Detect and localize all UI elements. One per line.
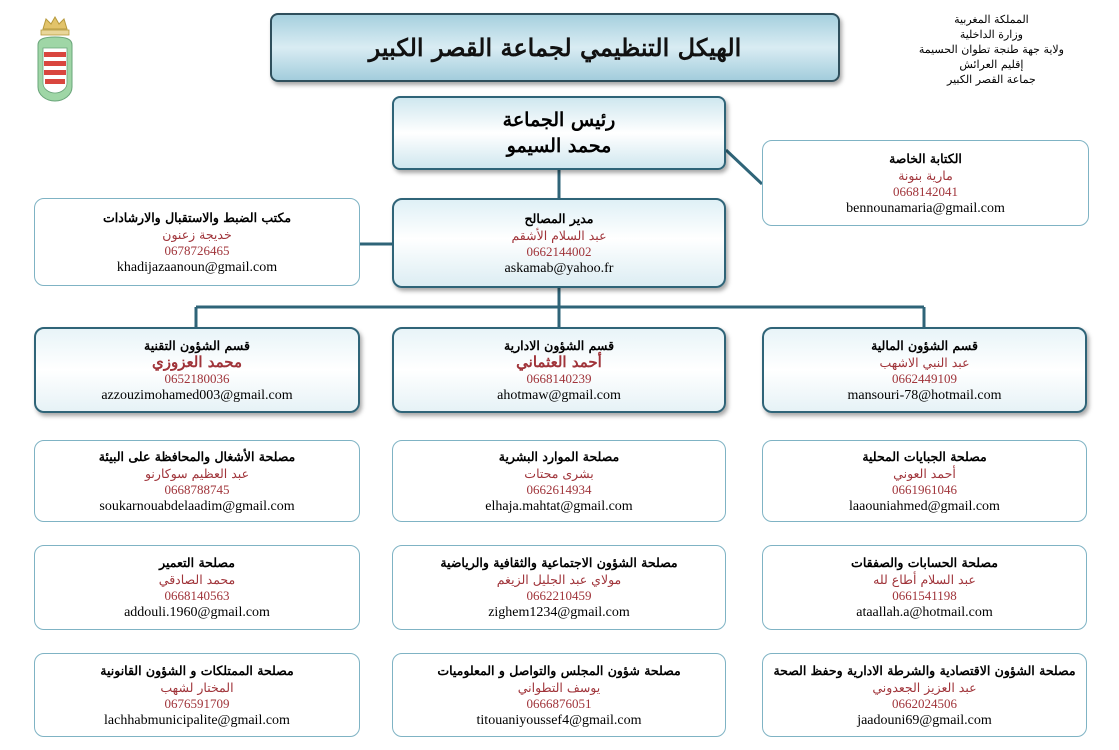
box-email: laaouniahmed@gmail.com — [849, 498, 1000, 514]
chart-title: الهيكل التنظيمي لجماعة القصر الكبير — [368, 33, 742, 62]
box-phone: 0652180036 — [164, 370, 230, 386]
box-title: قسم الشؤون التقنية — [144, 337, 250, 353]
administrative-header — [919, 12, 1064, 87]
box-email: khadijazaanoun@gmail.com — [116, 259, 278, 275]
box-name: عبد العزيز الجعدوني — [872, 679, 977, 695]
box-name: بشرى محتات — [524, 465, 594, 481]
box-name: أحمد العوني — [893, 465, 956, 481]
box-title: مدير المصالح — [524, 210, 594, 226]
box-title: مصلحة الجبايات المحلية — [862, 448, 987, 464]
private-secretariat-box — [762, 140, 1089, 226]
box-phone: 0666876051 — [526, 695, 592, 711]
box-phone: 0676591709 — [164, 695, 230, 711]
service-economic-police-health-box — [762, 653, 1087, 737]
president-box — [392, 96, 726, 170]
box-name: محمد العزوزي — [152, 352, 242, 371]
box-email: ataallah.a@hotmail.com — [856, 605, 993, 620]
box-name: عبد العظيم سوكارنو — [144, 465, 250, 481]
box-name: عبد السلام الأشقم — [511, 227, 607, 243]
service-property-legal-box — [34, 653, 360, 737]
admin-line-province: إقليم العرائش — [959, 58, 1024, 71]
box-phone: 0662210459 — [526, 588, 592, 603]
service-council-communication-it-box — [392, 653, 726, 737]
admin-line-region: ولاية جهة طنجة تطوان الحسيمة — [918, 43, 1064, 56]
box-phone: 0662449109 — [892, 370, 957, 386]
box-email: askamab@yahoo.fr — [504, 260, 614, 276]
box-name: عبد السلام أطاع لله — [873, 572, 976, 587]
box-title: قسم الشؤون الادارية — [503, 337, 615, 353]
service-accounts-procurement-box — [762, 545, 1087, 630]
box-phone: 0662024506 — [892, 695, 957, 711]
box-name: خديجة زعنون — [162, 226, 232, 242]
box-phone: 0668788745 — [164, 481, 230, 497]
service-urbanism-box — [34, 545, 360, 630]
box-name: مولاي عبد الجليل الزيغم — [496, 572, 622, 587]
service-human-resources-box — [392, 440, 726, 522]
box-email: jaadouni69@gmail.com — [857, 712, 992, 728]
service-works-environment-box — [34, 440, 360, 522]
box-phone: 0662144002 — [526, 243, 592, 259]
box-name: أحمد العثماني — [516, 352, 602, 371]
box-phone: 0662614934 — [526, 481, 592, 497]
president-title: رئيس الجماعة — [502, 109, 616, 131]
box-email: titouaniyoussef4@gmail.com — [476, 712, 642, 728]
connector-president-secretariat — [726, 150, 762, 184]
box-email: azzouzimohamed003@gmail.com — [101, 387, 293, 403]
box-title: مصلحة الشؤون الاجتماعية والثقافية والرياضية — [440, 555, 678, 570]
service-social-cultural-sports-box — [392, 545, 726, 630]
president-name: محمد السيمو — [506, 135, 612, 157]
box-email: bennounamaria@gmail.com — [846, 200, 1005, 216]
box-name: يوسف التطواني — [517, 679, 601, 695]
box-title: مكتب الضبط والاستقبال والارشادات — [102, 209, 292, 225]
box-email: elhaja.mahtat@gmail.com — [485, 498, 633, 514]
box-phone: 0661541198 — [892, 588, 957, 603]
box-email: addouli.1960@gmail.com — [124, 605, 270, 620]
services-director-box — [392, 198, 726, 288]
box-title: مصلحة التعمير — [159, 555, 235, 570]
reception-office-box — [34, 198, 360, 286]
box-email: mansouri-78@hotmail.com — [847, 387, 1002, 403]
box-name: عبد النبي الاشهب — [879, 354, 970, 370]
chart-title-banner — [270, 13, 840, 82]
admin-line-kingdom: المملكة المغربية — [954, 13, 1029, 26]
box-title: قسم الشؤون المالية — [871, 337, 978, 353]
box-phone: 0661961046 — [892, 481, 957, 497]
box-title: مصلحة الممتلكات و الشؤون القانونية — [100, 662, 294, 678]
box-name: مارية بنونة — [898, 167, 953, 183]
box-phone: 0668142041 — [893, 183, 958, 199]
service-local-taxes-box — [762, 440, 1087, 522]
admin-line-commune: جماعة القصر الكبير — [947, 73, 1036, 86]
box-email: ahotmaw@gmail.com — [497, 387, 621, 403]
box-title: مصلحة الأشغال والمحافظة على البيئة — [98, 448, 296, 464]
box-title: مصلحة الحسابات والصفقات — [851, 555, 998, 570]
box-email: lachhabmunicipalite@gmail.com — [104, 712, 290, 728]
box-phone: 0678726465 — [164, 242, 230, 258]
division-financial-box — [762, 327, 1087, 413]
coat-of-arms-emblem — [34, 15, 76, 103]
box-phone: 0668140563 — [164, 588, 230, 603]
box-title: مصلحة الموارد البشرية — [498, 448, 620, 464]
box-title: مصلحة الشؤون الاقتصادية والشرطة الادارية وحفظ الصحة — [773, 662, 1076, 678]
box-name: المختار لشهب — [160, 679, 234, 695]
box-title: مصلحة شؤون المجلس والتواصل و المعلوميات — [437, 662, 681, 678]
box-title: الكتابة الخاصة — [889, 150, 962, 166]
box-name: محمد الصادقي — [158, 572, 236, 587]
admin-line-ministry: وزارة الداخلية — [959, 28, 1023, 41]
division-technical-box — [34, 327, 360, 413]
box-email: soukarnouabdelaadim@gmail.com — [99, 498, 295, 514]
division-administrative-box — [392, 327, 726, 413]
box-phone: 0668140239 — [526, 370, 592, 386]
box-email: zighem1234@gmail.com — [488, 605, 630, 620]
